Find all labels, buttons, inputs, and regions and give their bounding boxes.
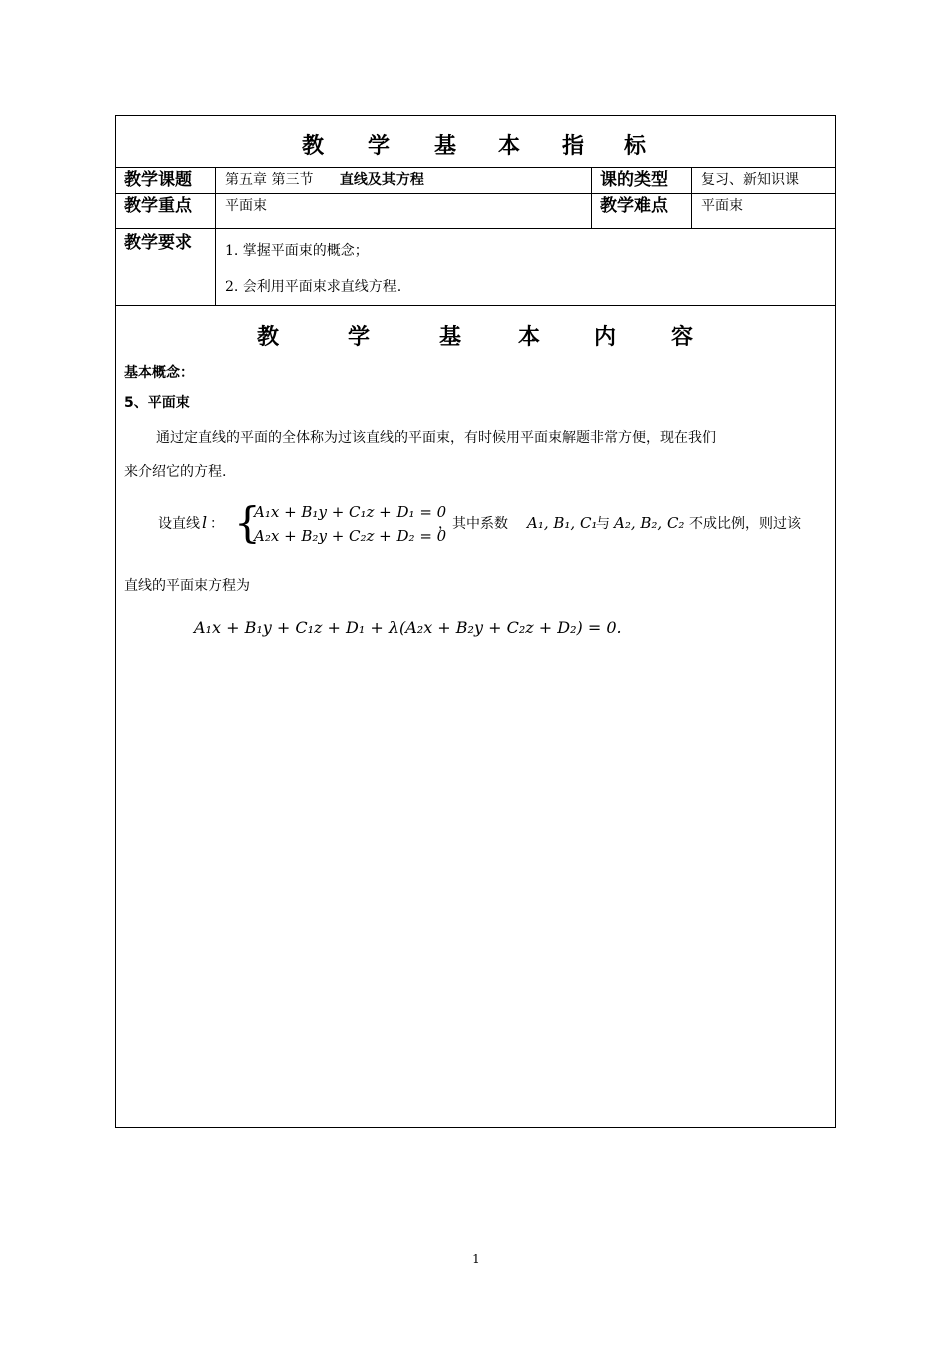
lesson-plan-table	[115, 115, 836, 1128]
page-number: 1	[472, 1252, 480, 1266]
let-colon: ：	[210, 516, 224, 532]
intro-line-1: 通过定直线的平面的全体称为过该直线的平面束，有时候用平面束解题非常方便，现在我们	[156, 430, 716, 446]
left-brace: {	[234, 498, 261, 547]
title-char: 学	[368, 134, 391, 159]
equation-2: A₂x + B₂y + C₂z + D₂ = 0	[254, 527, 447, 545]
pencil-intro: 直线的平面束方程为	[124, 578, 250, 594]
equation-1: A₁x + B₁y + C₁z + D₁ = 0	[254, 503, 447, 521]
content-area	[116, 306, 835, 1127]
content-title-char: 容	[671, 325, 694, 350]
req-item: 2. 会利用平面束求直线方程.	[225, 279, 402, 295]
topic-value	[216, 168, 592, 193]
line-definition	[156, 498, 836, 550]
pencil-equation: A₁x + B₁y + C₁z + D₁ + λ(A₂x + B₂y + C₂z + D₂) = 0.	[194, 618, 622, 637]
content-title-char: 基	[439, 325, 462, 350]
condition-text-3: 不成比例，则过该	[689, 516, 801, 532]
req-item: 1. 掌握平面束的概念；	[225, 243, 369, 259]
title-char: 本	[498, 134, 521, 159]
key-label: 教学重点	[116, 194, 216, 228]
title-char: 标	[624, 134, 647, 159]
condition-text-2: 与	[596, 516, 610, 532]
line-variable: l	[202, 513, 208, 532]
topic-title: 直线及其方程	[339, 172, 424, 188]
difficulty-value: 平面束	[701, 198, 743, 214]
req-label: 教学要求	[116, 229, 216, 305]
topic-chapter: 第五章 第三节	[225, 172, 314, 188]
content-title-char: 教	[257, 325, 280, 350]
topic-row	[116, 168, 835, 194]
concept-heading: 基本概念：	[124, 365, 194, 381]
title-char: 基	[434, 134, 457, 159]
requirements-row	[116, 229, 835, 306]
coefficients-2: A₂, B₂, C₂	[614, 514, 685, 532]
title-char: 指	[562, 134, 585, 159]
key-row	[116, 194, 835, 229]
type-value: 复习、新知识课	[701, 172, 799, 188]
content-title-char: 内	[594, 325, 617, 350]
key-value: 平面束	[216, 194, 592, 228]
section-heading: 5、平面束	[124, 395, 190, 411]
title-char: 教	[302, 134, 325, 159]
difficulty-label: 教学难点	[592, 194, 692, 228]
topic-label: 教学课题	[116, 168, 216, 193]
intro-line-2: 来介绍它的方程.	[124, 464, 227, 480]
content-title-char: 本	[518, 325, 541, 350]
title-row	[116, 116, 835, 168]
let-prefix: 设直线	[158, 516, 200, 532]
coefficients-1: A₁, B₁, C₁	[527, 514, 598, 532]
req-list	[216, 229, 835, 305]
content-title-char: 学	[348, 325, 371, 350]
condition-text-1: ，其中系数	[438, 516, 508, 532]
type-label: 课的类型	[592, 168, 692, 193]
